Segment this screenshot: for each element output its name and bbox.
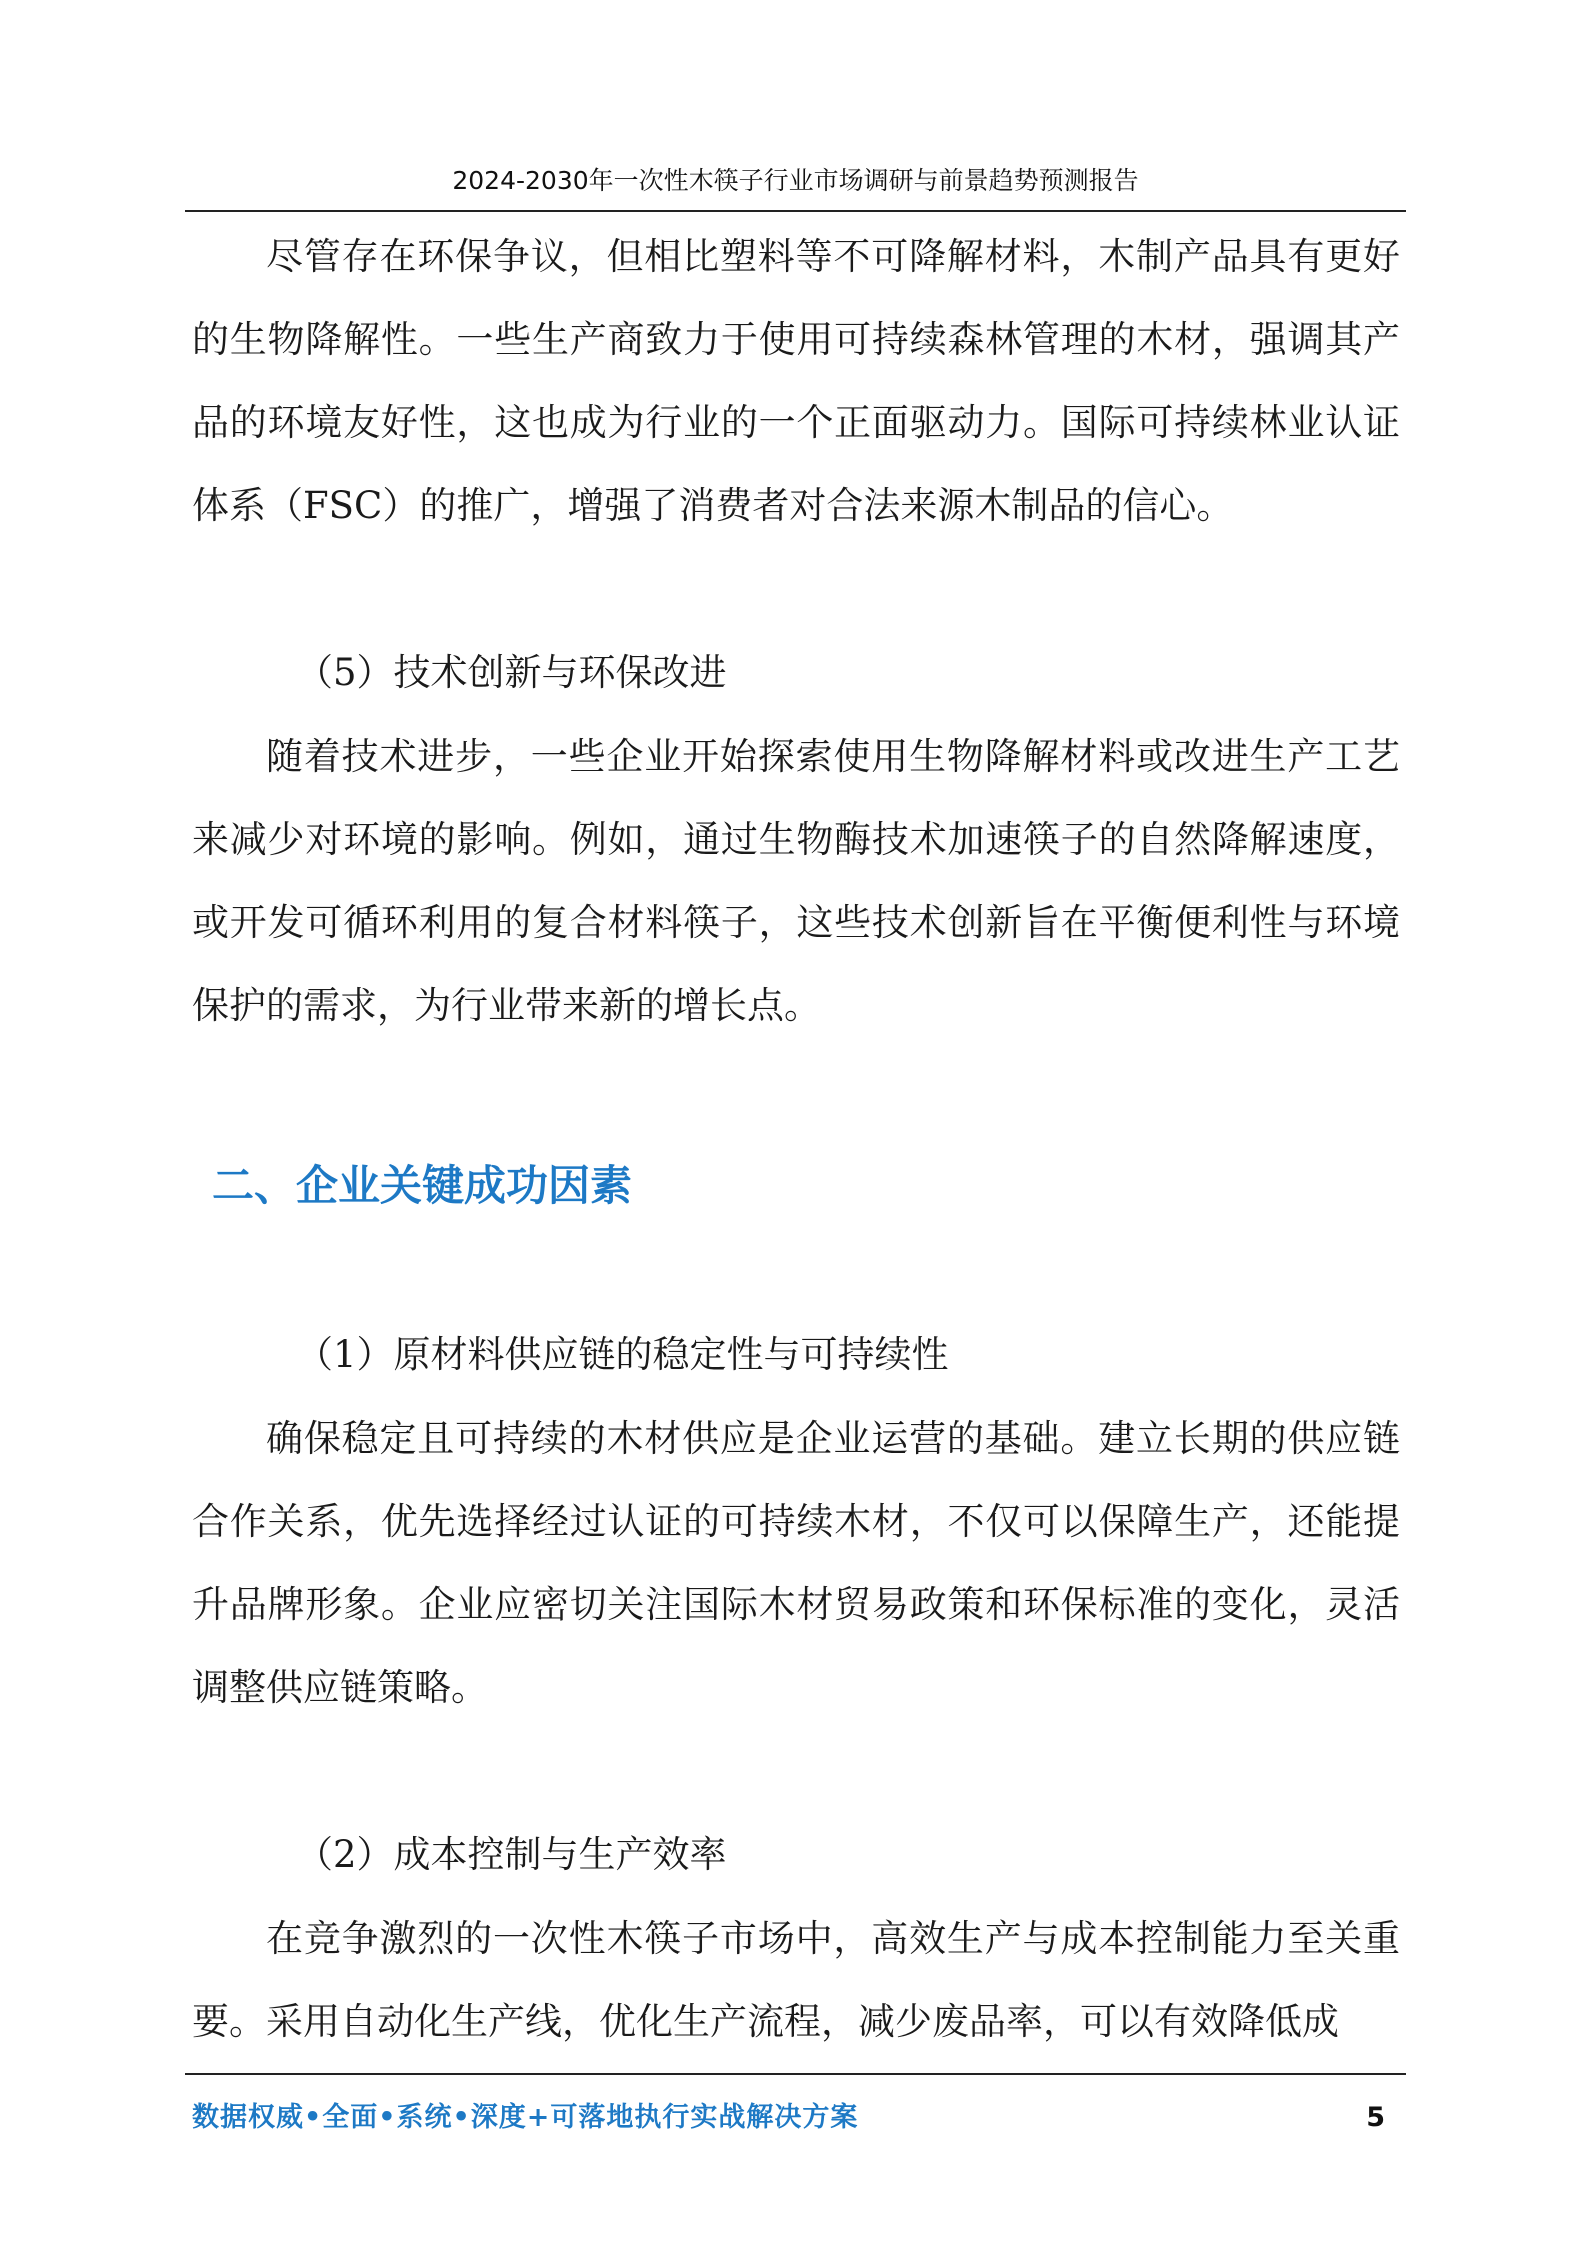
subheading-supply-chain: （1）原材料供应链的稳定性与可持续性 — [296, 1333, 949, 1376]
paragraph-supply-chain: 确保稳定且可持续的木材供应是企业运营的基础。建立长期的供应链合作关系，优先选择经过认证的可持续木材，不仅可以保障生产，还能提升品牌形象。企业应密切关注国际木材贸易政策和环保标准的变化，灵活调整供应链策略。 — [192, 1417, 1400, 1709]
subheading-cost-control: （2）成本控制与生产效率 — [296, 1833, 727, 1876]
section-title-key-success-factors: 二、企业关键成功因素 — [212, 1161, 633, 1210]
header-divider — [185, 210, 1406, 212]
paragraph-biodegradability: 尽管存在环保争议，但相比塑料等不可降解材料，木制产品具有更好的生物降解性。一些生产商致力于使用可持续森林管理的木材，强调其产品的环境友好性，这也成为行业的一个正面驱动力。国际可持续林业认证体系（FSC）的推广，增强了消费者对合法来源木制品的信心。 — [192, 235, 1400, 527]
page-number: 5 — [1366, 2102, 1385, 2133]
report-header-title: 2024-2030年一次性木筷子行业市场调研与前景趋势预测报告 — [452, 166, 1139, 195]
footer-divider — [185, 2073, 1406, 2075]
paragraph-tech-innovation: 随着技术进步，一些企业开始探索使用生物降解材料或改进生产工艺来减少对环境的影响。例如，通过生物酶技术加速筷子的自然降解速度，或开发可循环利用的复合材料筷子，这些技术创新旨在平衡便利性与环境保护的需求，为行业带来新的增长点。 — [192, 735, 1400, 1027]
paragraph-cost-control: 在竞争激烈的一次性木筷子市场中，高效生产与成本控制能力至关重要。采用自动化生产线，优化生产流程，减少废品率，可以有效降低成 — [192, 1917, 1400, 2043]
subheading-tech-innovation: （5）技术创新与环保改进 — [296, 651, 727, 694]
footer-slogan: 数据权威•全面•系统•深度+可落地执行实战解决方案 — [192, 2102, 859, 2133]
